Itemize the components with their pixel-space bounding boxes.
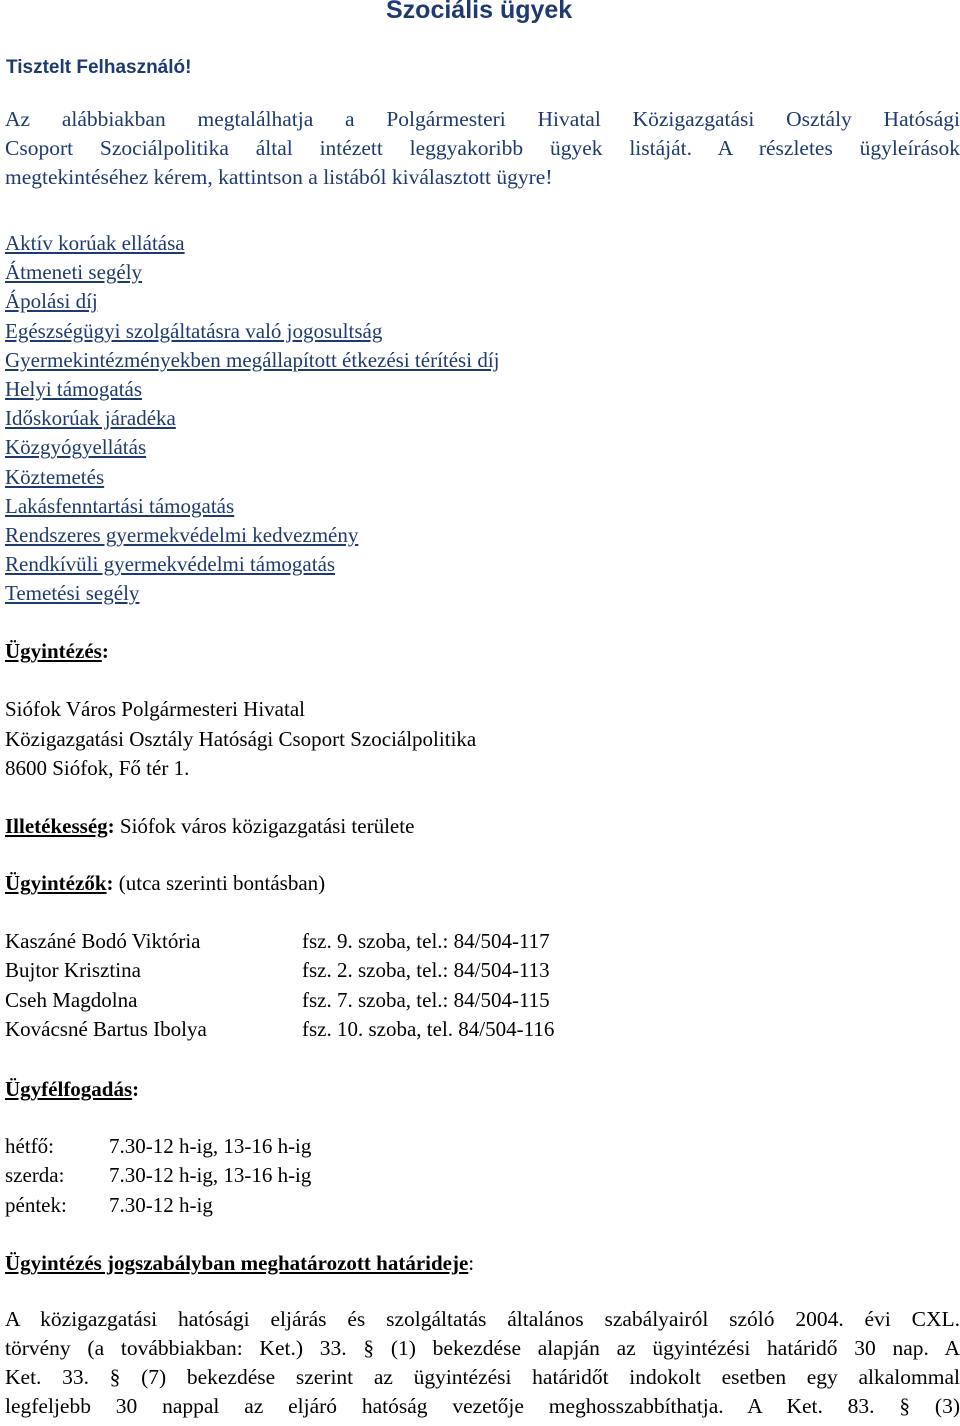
- ugyintezok-heading: Ügyintézők: [5, 871, 107, 895]
- case-link-list: [5, 229, 499, 608]
- case-link-apolasi-dij[interactable]: Ápolási díj: [5, 289, 98, 314]
- deadline-line: legfeljebb 30 nappal az eljáró hatóság vezetője meghosszabbíthatja. A Ket. 83. § (3): [5, 1394, 960, 1418]
- intro-line: Csoport Szociálpolitika által intézett leggyakoribb ügyek listáját. A részletes ügyleírások: [5, 136, 960, 160]
- intro-paragraph: [5, 105, 960, 192]
- staff-room: fsz. 2. szoba, tel.: 84/504-113: [302, 958, 550, 983]
- illetekesseg-heading: Illetékesség: [5, 814, 108, 838]
- hatarido-heading-row: [5, 1249, 474, 1278]
- case-link-helyi-tamogatas[interactable]: Helyi támogatás: [5, 376, 143, 401]
- illetekesseg-colon: :: [107, 814, 115, 838]
- address-line: Siófok Város Polgármesteri Hivatal: [5, 697, 305, 721]
- ugyfelfogadas-heading-row: [5, 1075, 139, 1104]
- staff-room: fsz. 7. szoba, tel.: 84/504-115: [302, 987, 550, 1012]
- page-title: Szociális ügyek: [386, 0, 573, 24]
- illetekesseg-row: [5, 812, 414, 841]
- case-link-rendkivuli-gyermekvedelmi[interactable]: Rendkívüli gyermekvédelmi támogatás: [5, 552, 336, 577]
- case-link-rendszeres-gyermekvedelmi[interactable]: Rendszeres gyermekvédelmi kedvezmény: [5, 522, 359, 547]
- hours-time: 7.30-12 h-ig: [109, 1192, 213, 1217]
- address-line: 8600 Siófok, Fő tér 1.: [5, 756, 190, 780]
- case-link-atmeneti-segely[interactable]: Átmeneti segély: [5, 260, 143, 285]
- greeting: Tisztelt Felhasználó!: [6, 57, 192, 78]
- illetekesseg-text: Siófok város közigazgatási területe: [114, 814, 415, 838]
- hatarido-colon: :: [468, 1251, 475, 1275]
- ugyfelfogadas-colon: :: [132, 1077, 140, 1101]
- case-link-etkezesi-dij[interactable]: Gyermekintézményekben megállapított étkezési térítési díj: [5, 347, 500, 372]
- case-link-temetesi-segely[interactable]: Temetési segély: [5, 581, 140, 606]
- address-line: Közigazgatási Osztály Hatósági Csoport Szociálpolitika: [5, 726, 477, 751]
- staff-room: fsz. 9. szoba, tel.: 84/504-117: [302, 929, 550, 953]
- ugyintezes-heading: Ügyintézés: [5, 639, 102, 663]
- deadline-line: törvény (a továbbiakban: Ket.) 33. § (1) bekezdése alapján az ügyintézési határidő 30 nap. A: [5, 1336, 960, 1360]
- ugyintezes-heading-row: [5, 637, 109, 666]
- ugyintezes-colon: :: [101, 639, 109, 663]
- staff-name: Kaszáné Bodó Viktória: [5, 929, 201, 953]
- case-link-kozgyogyellatas[interactable]: Közgyógyellátás: [5, 435, 147, 460]
- ugyfelfogadas-heading: Ügyfélfogadás: [5, 1077, 133, 1101]
- staff-room: fsz. 10. szoba, tel. 84/504-116: [302, 1016, 555, 1041]
- case-link-koztemetes[interactable]: Köztemetés: [5, 464, 105, 489]
- staff-name: Cseh Magdolna: [5, 987, 138, 1012]
- staff-name: Bujtor Krisztina: [5, 958, 141, 983]
- hours-time: 7.30-12 h-ig, 13-16 h-ig: [109, 1134, 312, 1158]
- hatarido-heading: Ügyintézés jogszabályban meghatározott határideje: [5, 1251, 469, 1275]
- ugyintezok-colon: :: [106, 871, 114, 895]
- hours-time: 7.30-12 h-ig, 13-16 h-ig: [109, 1163, 312, 1188]
- deadline-paragraph: [5, 1305, 960, 1421]
- hours-day: hétfő:: [5, 1134, 54, 1158]
- ugyintezok-row: [5, 869, 325, 898]
- intro-line: Az alábbiakban megtalálhatja a Polgármesteri Hivatal Közigazgatási Osztály Hatósági: [5, 107, 960, 131]
- ugyintezok-note: (utca szerinti bontásban): [113, 871, 326, 895]
- staff-name: Kovácsné Bartus Ibolya: [5, 1016, 207, 1041]
- hours-day: péntek:: [5, 1192, 67, 1217]
- case-link-egeszsegugyi[interactable]: Egészségügyi szolgáltatásra való jogosultság: [5, 318, 383, 343]
- case-link-aktiv-koruak[interactable]: Aktív korúak ellátása: [5, 231, 185, 255]
- case-link-idoskoruak[interactable]: Időskorúak járadéka: [5, 406, 176, 431]
- deadline-line: Ket. 33. § (7) bekezdése szerint az ügyintézési határidőt indokolt esetben egy alkalommal: [5, 1365, 960, 1389]
- deadline-line: A közigazgatási hatósági eljárás és szolgáltatás általános szabályairól szóló 2004. évi CXL.: [5, 1307, 960, 1331]
- hours-day: szerda:: [5, 1163, 65, 1188]
- intro-line: megtekintéséhez kérem, kattintson a listából kiválasztott ügyre!: [5, 165, 553, 189]
- case-link-lakasfenntartasi[interactable]: Lakásfenntartási támogatás: [5, 493, 235, 518]
- office-address: [5, 695, 476, 784]
